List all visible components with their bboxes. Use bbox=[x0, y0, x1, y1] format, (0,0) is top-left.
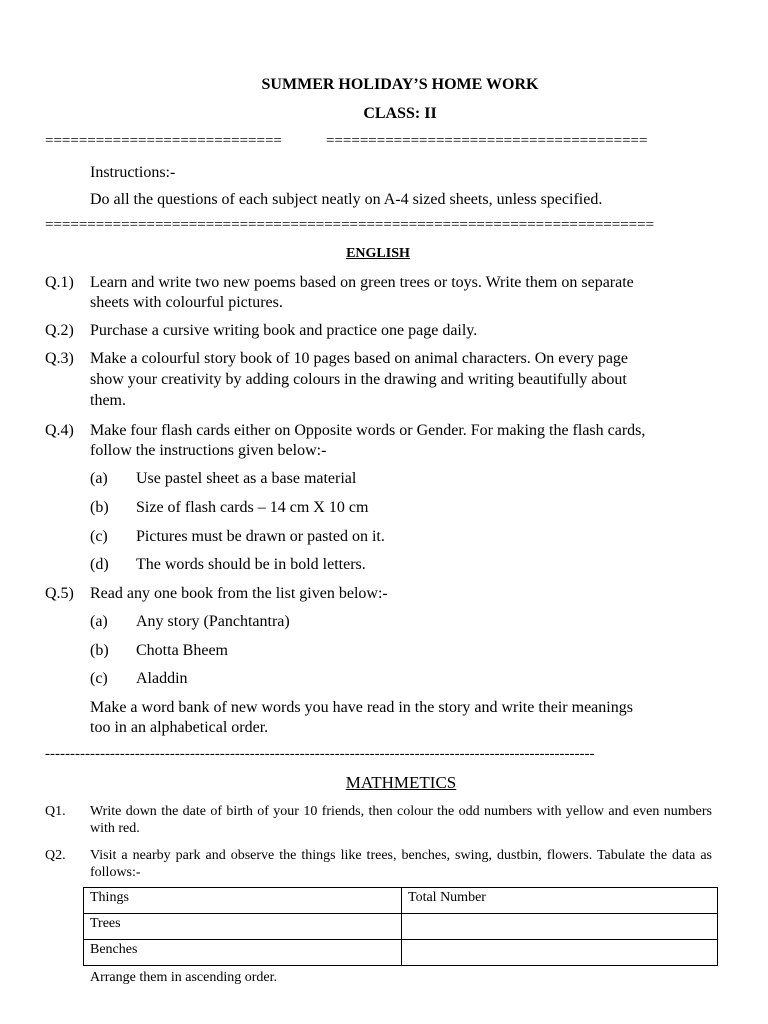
question-text: show your creativity by adding colours in the drawing and writing beautifully about bbox=[90, 371, 627, 388]
question-text: Make four flash cards either on Opposite words or Gender. For making the flash cards, bbox=[90, 422, 646, 439]
question-number: Q.2) bbox=[45, 322, 74, 339]
table-header-row bbox=[84, 888, 718, 914]
question-number: Q.1) bbox=[45, 274, 74, 291]
question-text: Visit a nearby park and observe the things like trees, benches, swing, dustbin, flowers. Tabulate the data as follows:- bbox=[90, 848, 712, 880]
list-item-label: (b) bbox=[90, 499, 109, 516]
question-text: Write down the date of birth of your 10 friends, then colour the odd numbers with yellow and even numbers with red. bbox=[90, 804, 712, 836]
document-title: SUMMER HOLIDAY’S HOME WORK bbox=[261, 76, 539, 93]
question-number: Q.4) bbox=[45, 422, 74, 439]
list-item-label: (c) bbox=[90, 528, 108, 545]
question-text: sheets with colourful pictures. bbox=[90, 294, 283, 311]
list-item: Use pastel sheet as a base material bbox=[136, 470, 357, 487]
list-item: Any story (Panchtantra) bbox=[136, 613, 290, 630]
table-row bbox=[84, 914, 718, 940]
question-text: follow the instructions given below:- bbox=[90, 442, 327, 459]
table-cell bbox=[402, 914, 718, 940]
maths-heading: MATHMETICS bbox=[345, 773, 457, 792]
table-header: Things bbox=[84, 888, 402, 914]
table-cell: Trees bbox=[84, 914, 402, 940]
table-header: Total Number bbox=[402, 888, 718, 914]
list-item: Chotta Bheem bbox=[136, 642, 228, 659]
question-number: Q.3) bbox=[45, 350, 74, 367]
question-text: Learn and write two new poems based on green trees or toys. Write them on separate bbox=[90, 274, 634, 291]
divider-rule: ====================================== bbox=[326, 133, 648, 149]
table-cell: Benches bbox=[84, 940, 402, 966]
list-item: Size of flash cards – 14 cm X 10 cm bbox=[136, 499, 369, 516]
question-text: Read any one book from the list given below:- bbox=[90, 585, 388, 602]
list-item-label: (c) bbox=[90, 670, 108, 687]
table-row bbox=[84, 940, 718, 966]
list-item: Pictures must be drawn or pasted on it. bbox=[136, 528, 385, 545]
question-number: Q.5) bbox=[45, 585, 74, 602]
list-item-label: (b) bbox=[90, 642, 109, 659]
list-item-label: (d) bbox=[90, 556, 109, 573]
list-item-label: (a) bbox=[90, 470, 108, 487]
table-cell bbox=[402, 940, 718, 966]
question-text: Purchase a cursive writing book and practice one page daily. bbox=[90, 322, 478, 339]
class-label: CLASS: II bbox=[363, 105, 437, 122]
list-item: Aladdin bbox=[136, 670, 188, 687]
data-table-wrap bbox=[83, 887, 718, 966]
question-text: Make a word bank of new words you have read in the story and write their meanings bbox=[90, 699, 633, 716]
section-divider: -------------------------------------------------------------------------------------------------------------- bbox=[45, 746, 595, 762]
question-text: too in an alphabetical order. bbox=[90, 719, 269, 736]
question-number: Q1. bbox=[45, 804, 66, 819]
data-table bbox=[83, 887, 718, 966]
question-text: Make a colourful story book of 10 pages based on animal characters. On every page bbox=[90, 350, 629, 367]
list-item: The words should be in bold letters. bbox=[136, 556, 366, 573]
english-heading: ENGLISH bbox=[346, 246, 410, 261]
list-item-label: (a) bbox=[90, 613, 108, 630]
divider-rule: ======================================================================== bbox=[45, 217, 655, 233]
question-number: Q2. bbox=[45, 848, 66, 863]
footer-note: Arrange them in ascending order. bbox=[90, 970, 277, 985]
divider-rule: ============================ bbox=[45, 133, 282, 149]
instructions-text: Do all the questions of each subject neatly on A-4 sized sheets, unless specified. bbox=[90, 191, 603, 208]
instructions-heading: Instructions:- bbox=[90, 164, 176, 181]
question-text: them. bbox=[90, 392, 126, 409]
